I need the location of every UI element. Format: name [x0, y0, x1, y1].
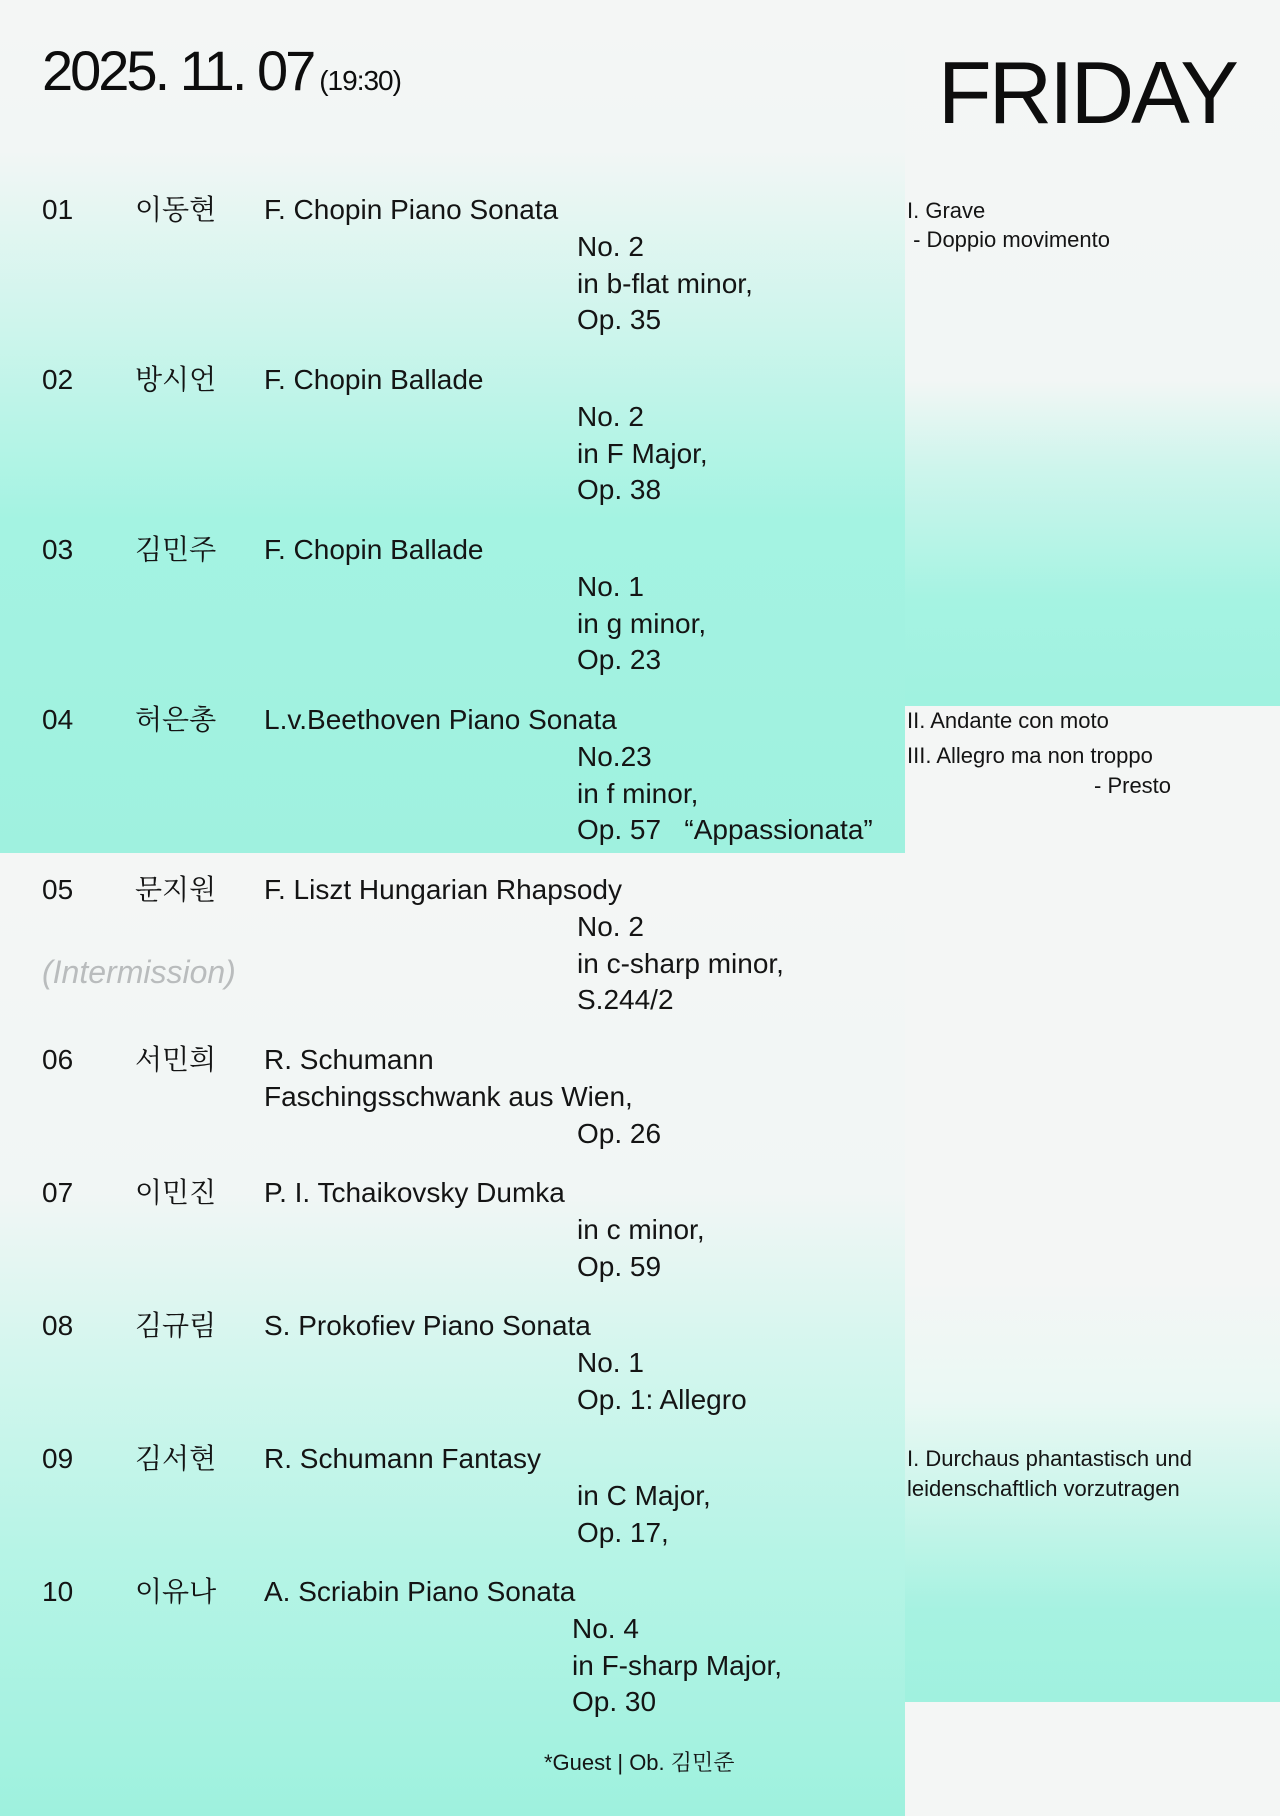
- movement-text: I. Grave: [907, 198, 986, 223]
- program-number: 06: [42, 1044, 74, 1075]
- program-number: 09: [42, 1443, 74, 1474]
- work-detail: No. 2: [577, 911, 644, 942]
- composer-title: S. Prokofiev Piano Sonata: [264, 1310, 591, 1341]
- work-detail: in g minor,: [577, 608, 707, 639]
- composer-title: P. I. Tchaikovsky Dumka: [264, 1177, 565, 1208]
- performer-name: 김규림: [135, 1310, 217, 1341]
- work-detail: Op. 38: [577, 474, 662, 505]
- program-number: 08: [42, 1310, 74, 1341]
- work-detail: No. 1: [577, 571, 644, 602]
- work-detail: No. 1: [577, 1347, 644, 1378]
- performer-name: 이동현: [135, 194, 217, 225]
- movement-text: II. Andante con moto: [907, 708, 1109, 733]
- composer-title: L.v.Beethoven Piano Sonata: [264, 704, 617, 735]
- work-detail: Op. 30: [572, 1686, 657, 1717]
- performer-name: 김민주: [135, 534, 217, 565]
- program-number: 04: [42, 704, 74, 735]
- movement-text: III. Allegro ma non troppo: [907, 743, 1153, 768]
- work-detail: in f minor,: [577, 778, 699, 809]
- composer-title: F. Chopin Ballade: [264, 534, 484, 565]
- movement-text: - Presto: [1094, 773, 1172, 798]
- composer-title: R. Schumann Fantasy: [264, 1443, 542, 1474]
- program-number: 02: [42, 364, 74, 395]
- program-number: 10: [42, 1576, 74, 1607]
- performer-name: 허은총: [135, 704, 217, 735]
- work-detail: Op. 23: [577, 644, 662, 675]
- performer-name: 서민희: [135, 1044, 217, 1075]
- work-detail: Op. 59: [577, 1251, 662, 1282]
- composer-title: F. Chopin Piano Sonata: [264, 194, 559, 225]
- day-of-week: FRIDAY: [937, 43, 1236, 142]
- work-detail: No. 2: [577, 401, 644, 432]
- work-detail: in b-flat minor,: [577, 268, 753, 299]
- date-text: 2025. 11. 07: [42, 39, 314, 102]
- movement-text: - Doppio movimento: [907, 227, 1110, 252]
- work-detail: in c minor,: [577, 1214, 705, 1245]
- work-detail: Op. 57 “Appassionata”: [577, 814, 873, 845]
- performer-name: 방시언: [135, 364, 217, 395]
- work-detail: No. 4: [572, 1613, 639, 1644]
- composer-title: R. Schumann: [264, 1044, 434, 1075]
- performer-name: 문지원: [135, 874, 217, 905]
- program-number: 03: [42, 534, 74, 565]
- work-detail: Op. 35: [577, 304, 662, 335]
- work-detail: Op. 17,: [577, 1517, 669, 1548]
- work-detail: in c-sharp minor,: [577, 948, 784, 979]
- program-number: 01: [42, 194, 74, 225]
- guest-footnote: *Guest | Ob. 김민준: [544, 1750, 735, 1775]
- performer-name: 김서현: [135, 1443, 217, 1474]
- program-number: 07: [42, 1177, 74, 1208]
- work-detail: S.244/2: [577, 984, 674, 1015]
- work-detail: in F-sharp Major,: [572, 1650, 783, 1681]
- work-detail: No.23: [577, 741, 652, 772]
- performer-name: 이유나: [135, 1576, 217, 1607]
- work-detail: No. 2: [577, 231, 644, 262]
- intermission-label: (Intermission): [42, 954, 236, 990]
- composer-title: Faschingsschwank aus Wien,: [264, 1081, 633, 1112]
- composer-title: F. Chopin Ballade: [264, 364, 484, 395]
- movement-text: leidenschaftlich vorzutragen: [907, 1476, 1180, 1501]
- concert-date: [42, 38, 401, 103]
- work-detail: in C Major,: [577, 1480, 711, 1511]
- performer-name: 이민진: [135, 1177, 217, 1208]
- composer-title: A. Scriabin Piano Sonata: [264, 1576, 576, 1607]
- composer-title: F. Liszt Hungarian Rhapsody: [264, 874, 622, 905]
- movement-text: I. Durchaus phantastisch und: [907, 1446, 1192, 1471]
- work-detail: Op. 1: Allegro: [577, 1384, 747, 1415]
- program-number: 05: [42, 874, 74, 905]
- work-detail: Op. 26: [577, 1118, 662, 1149]
- concert-time: (19:30): [319, 65, 401, 96]
- work-detail: in F Major,: [577, 438, 708, 469]
